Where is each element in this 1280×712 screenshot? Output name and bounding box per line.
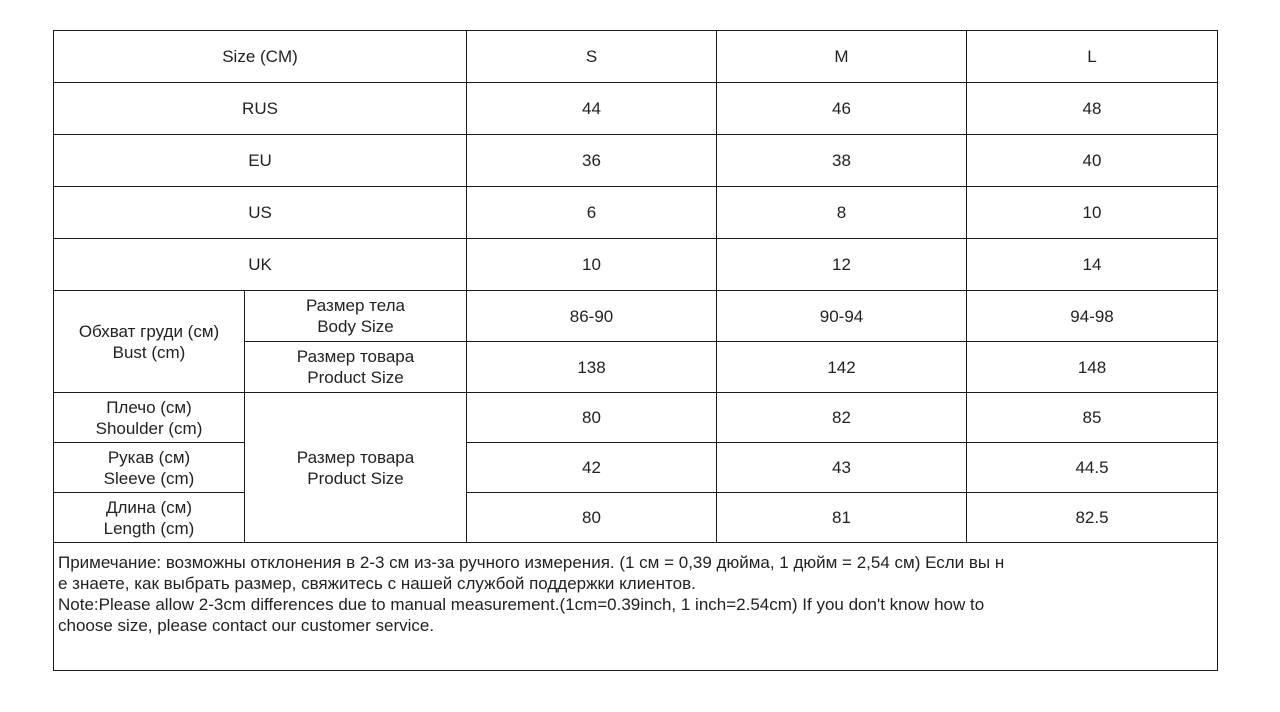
table-row-bust-body: [54, 291, 1218, 342]
row-label-eu: EU: [54, 135, 467, 187]
note-en-line-2: choose size, please contact our customer service.: [58, 616, 435, 635]
note-en-line-1: Note:Please allow 2-3cm differences due to manual measurement.(1cm=0.39inch, 1 inch=2.54cm) If you don't know how to: [58, 595, 985, 614]
sleeve-m: 43: [717, 443, 967, 493]
row-label-uk: UK: [54, 239, 467, 291]
size-l-header: L: [967, 31, 1218, 83]
product-size-label: [245, 393, 467, 543]
rus-l: 48: [967, 83, 1218, 135]
table-row-length: [54, 493, 1218, 543]
note-ru-line-2: е знаете, как выбрать размер, свяжитесь с нашей службой поддержки клиентов.: [58, 574, 696, 593]
note-ru-line-1: Примечание: возможны отклонения в 2-3 см из-за ручного измерения. (1 см = 0,39 дюйма, 1 дюйм = 2,54 см) Если вы н: [58, 553, 1005, 572]
size-m-header: M: [717, 31, 967, 83]
shoulder-s: 80: [467, 393, 717, 443]
note-cell: [54, 543, 1218, 671]
sleeve-s: 42: [467, 443, 717, 493]
length-m: 81: [717, 493, 967, 543]
bust-body-s: 86-90: [467, 291, 717, 342]
sleeve-label: [54, 443, 245, 493]
shoulder-m: 82: [717, 393, 967, 443]
bust-body-l: 94-98: [967, 291, 1218, 342]
size-chart-table: [53, 30, 1218, 671]
table-row-rus: [54, 83, 1218, 135]
sleeve-label-ru: Рукав (см): [107, 447, 191, 467]
table-row-eu: [54, 135, 1218, 187]
uk-s: 10: [467, 239, 717, 291]
table-row-us: [54, 187, 1218, 239]
bust-label-en: Bust (cm): [112, 342, 186, 362]
shoulder-label-ru: Плечо (см): [106, 397, 192, 417]
body-size-label-en: Body Size: [317, 317, 394, 336]
table-row-shoulder: [54, 393, 1218, 443]
row-label-us: US: [54, 187, 467, 239]
bust-label: [54, 291, 245, 393]
length-label: [54, 493, 245, 543]
bust-body-m: 90-94: [717, 291, 967, 342]
shoulder-label: [54, 393, 245, 443]
eu-l: 40: [967, 135, 1218, 187]
table-row-uk: [54, 239, 1218, 291]
body-size-label-ru: Размер тела: [305, 296, 405, 315]
length-l: 82.5: [967, 493, 1218, 543]
size-cm-header: Size (CM): [54, 31, 467, 83]
eu-s: 36: [467, 135, 717, 187]
bust-label-ru: Обхват груди (см): [78, 321, 220, 341]
sleeve-l: 44.5: [967, 443, 1218, 493]
bust-product-l: 148: [967, 342, 1218, 393]
bust-product-size-label-en: Product Size: [307, 368, 404, 387]
us-l: 10: [967, 187, 1218, 239]
us-m: 8: [717, 187, 967, 239]
sleeve-label-en: Sleeve (cm): [103, 468, 195, 488]
body-size-label: [245, 291, 467, 342]
bust-product-size-label: [245, 342, 467, 393]
product-size-label-ru: Размер товара: [296, 447, 415, 467]
bust-product-m: 142: [717, 342, 967, 393]
length-s: 80: [467, 493, 717, 543]
shoulder-l: 85: [967, 393, 1218, 443]
length-label-en: Length (cm): [103, 518, 195, 538]
us-s: 6: [467, 187, 717, 239]
rus-m: 46: [717, 83, 967, 135]
product-size-label-en: Product Size: [307, 468, 404, 488]
uk-l: 14: [967, 239, 1218, 291]
uk-m: 12: [717, 239, 967, 291]
rus-s: 44: [467, 83, 717, 135]
bust-product-size-label-ru: Размер товара: [296, 347, 415, 366]
row-label-rus: RUS: [54, 83, 467, 135]
header-row: [54, 31, 1218, 83]
table-row-sleeve: [54, 443, 1218, 493]
length-label-ru: Длина (см): [105, 497, 192, 517]
eu-m: 38: [717, 135, 967, 187]
bust-product-s: 138: [467, 342, 717, 393]
table-row-note: [54, 543, 1218, 671]
shoulder-label-en: Shoulder (cm): [95, 418, 203, 438]
size-s-header: S: [467, 31, 717, 83]
